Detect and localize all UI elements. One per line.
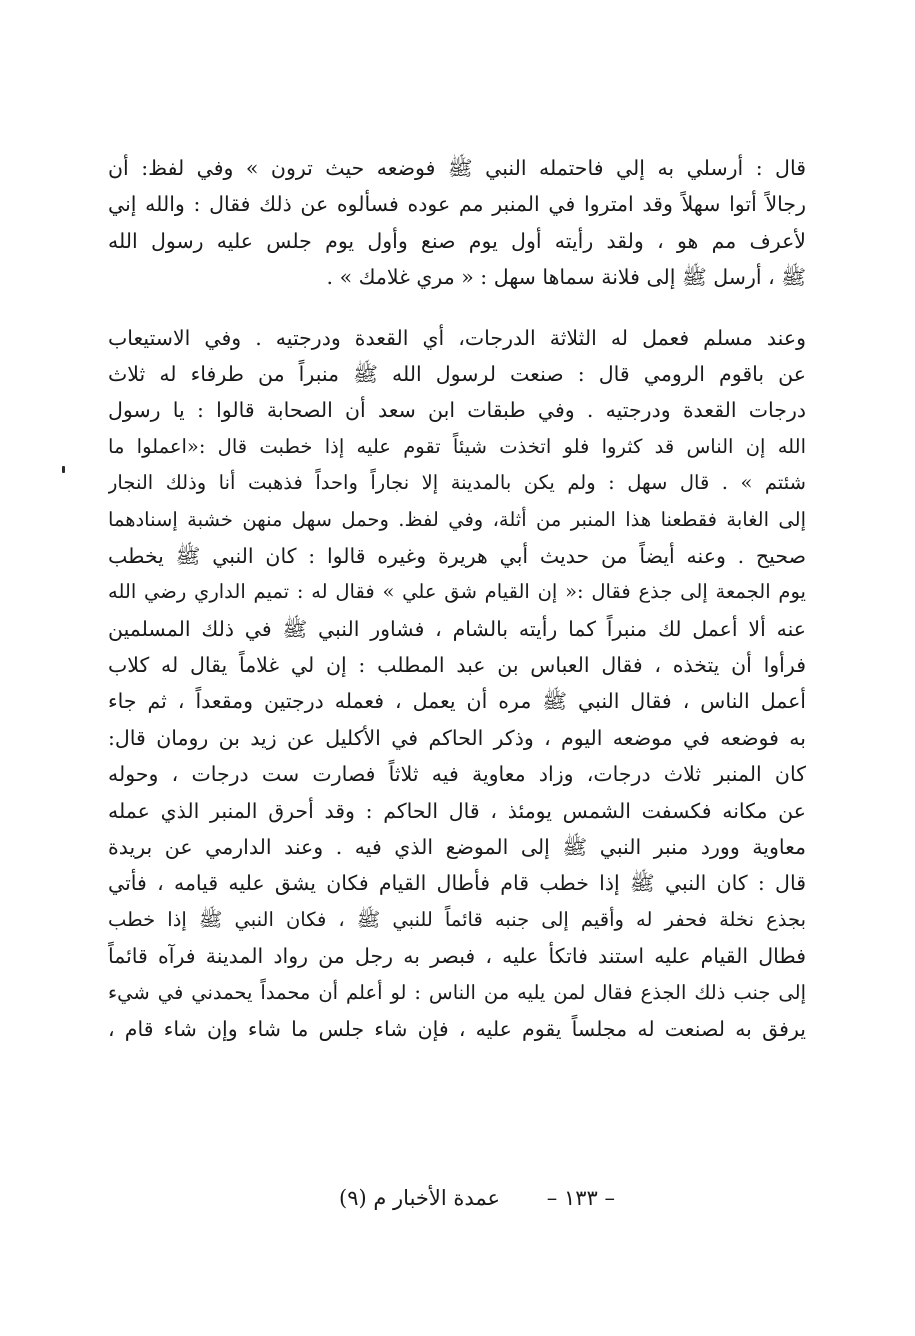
text-line: إلى جنب ذلك الجذع فقال لمن يليه من الناس : لو أعلم أن محمداً يحمدني في شيء xyxy=(108,980,806,1004)
text-line: فطال القيام عليه استند فاتكأ عليه ، فبصر به رجل من رواد المدينة فرآه قائماً xyxy=(108,944,806,969)
text-line: معاوية وورد منبر النبي ﷺ إلى الموضع الذي فيه . وعند الدارمي عن بريدة xyxy=(108,835,806,860)
text-line: صحيح . وعنه أيضاً من حديث أبي هريرة وغيره قالوا : كان النبي ﷺ يخطب xyxy=(108,543,806,568)
text-line: عن مكانه فكسفت الشمس يومئذ ، قال الحاكم : وقد أحرق المنبر الذي عمله xyxy=(108,798,806,823)
text-line: إلى الغابة فقطعنا هذا المنبر من أثلة، وفي لفظ. وحمل سهل منهن خشبة إسنادهما xyxy=(108,507,806,531)
text-line: عن باقوم الرومي قال : صنعت لرسول الله ﷺ منبراً من طرفاء له ثلاث xyxy=(108,361,806,386)
text-line: لأعرف مم هو ، ولقد رأيته أول يوم صنع وأول يوم جلس عليه رسول الله xyxy=(108,228,806,253)
text-line: رجالاً أتوا سهلاً وقد امتروا في المنبر مم عوده فسألوه عن ذلك فقال : والله إني xyxy=(108,192,806,217)
paragraph-2 xyxy=(108,320,806,1048)
text-line: قال : أرسلي به إلي فاحتمله النبي ﷺ فوضعه حيث ترون » وفي لفظ: أن xyxy=(108,156,806,180)
text-line: يوم الجمعة إلى جذع فقال :« إن القيام شق علي » فقال له : تميم الداري رضي الله xyxy=(108,580,806,604)
text-line: به فوضعه في موضعه اليوم ، وذكر الحاكم في الأكليل عن زيد بن رومان قال: xyxy=(108,725,806,750)
text-line: ﷺ ، أرسل ﷺ إلى فلانة سماها سهل : « مري غلامك » . xyxy=(326,265,806,290)
text-line: فرأوا أن يتخذه ، فقال العباس بن عبد المطلب : إن لي غلاماً يقال له كلاب xyxy=(108,653,806,678)
page-footer xyxy=(339,1178,615,1218)
text-line: بجذع نخلة فحفر له وأقيم إلى جنبه قائماً للنبي ﷺ ، فكان النبي ﷺ إذا خطب xyxy=(108,907,806,931)
text-line: يرفق به لصنعت له مجلساً يقوم عليه ، فإن شاء جلس ما شاء وإن شاء قام ، xyxy=(108,1016,806,1041)
margin-mark xyxy=(62,466,65,473)
text-body xyxy=(108,150,806,1047)
text-line: وعند مسلم فعمل له الثلاثة الدرجات، أي القعدة ودرجتيه . وفي الاستيعاب xyxy=(108,325,806,350)
text-line: درجات القعدة ودرجتيه . وفي طبقات ابن سعد أن الصحابة قالوا : يا رسول xyxy=(108,398,806,423)
text-line: عنه ألا أعمل لك منبراً كما رأيته بالشام ، فشاور النبي ﷺ في ذلك المسلمين xyxy=(108,616,806,641)
paragraph-1 xyxy=(108,150,806,296)
signature-mark: عمدة الأخبار م (٩) xyxy=(339,1186,501,1210)
text-line: أعمل الناس ، فقال النبي ﷺ مره أن يعمل ، فعمله درجتين ومقعداً ، ثم جاء xyxy=(108,689,806,714)
text-line: قال : كان النبي ﷺ إذا خطب قام فأطال القيام فكان يشق عليه قيامه ، فأتي xyxy=(108,871,806,896)
text-line: كان المنبر ثلاث درجات، وزاد معاوية فيه ثلاثاً فصارت ست درجات ، وحوله xyxy=(108,762,806,787)
text-line: الله إن الناس قد كثروا فلو اتخذت شيئاً تقوم عليه إذا خطبت قال :«اعملوا ما xyxy=(108,434,806,458)
page-number: – ١٣٣ – xyxy=(546,1186,615,1210)
text-line: شئتم » . قال سهل : ولم يكن بالمدينة إلا نجاراً واحداً فذهبت أنا وذلك النجار xyxy=(108,471,806,495)
